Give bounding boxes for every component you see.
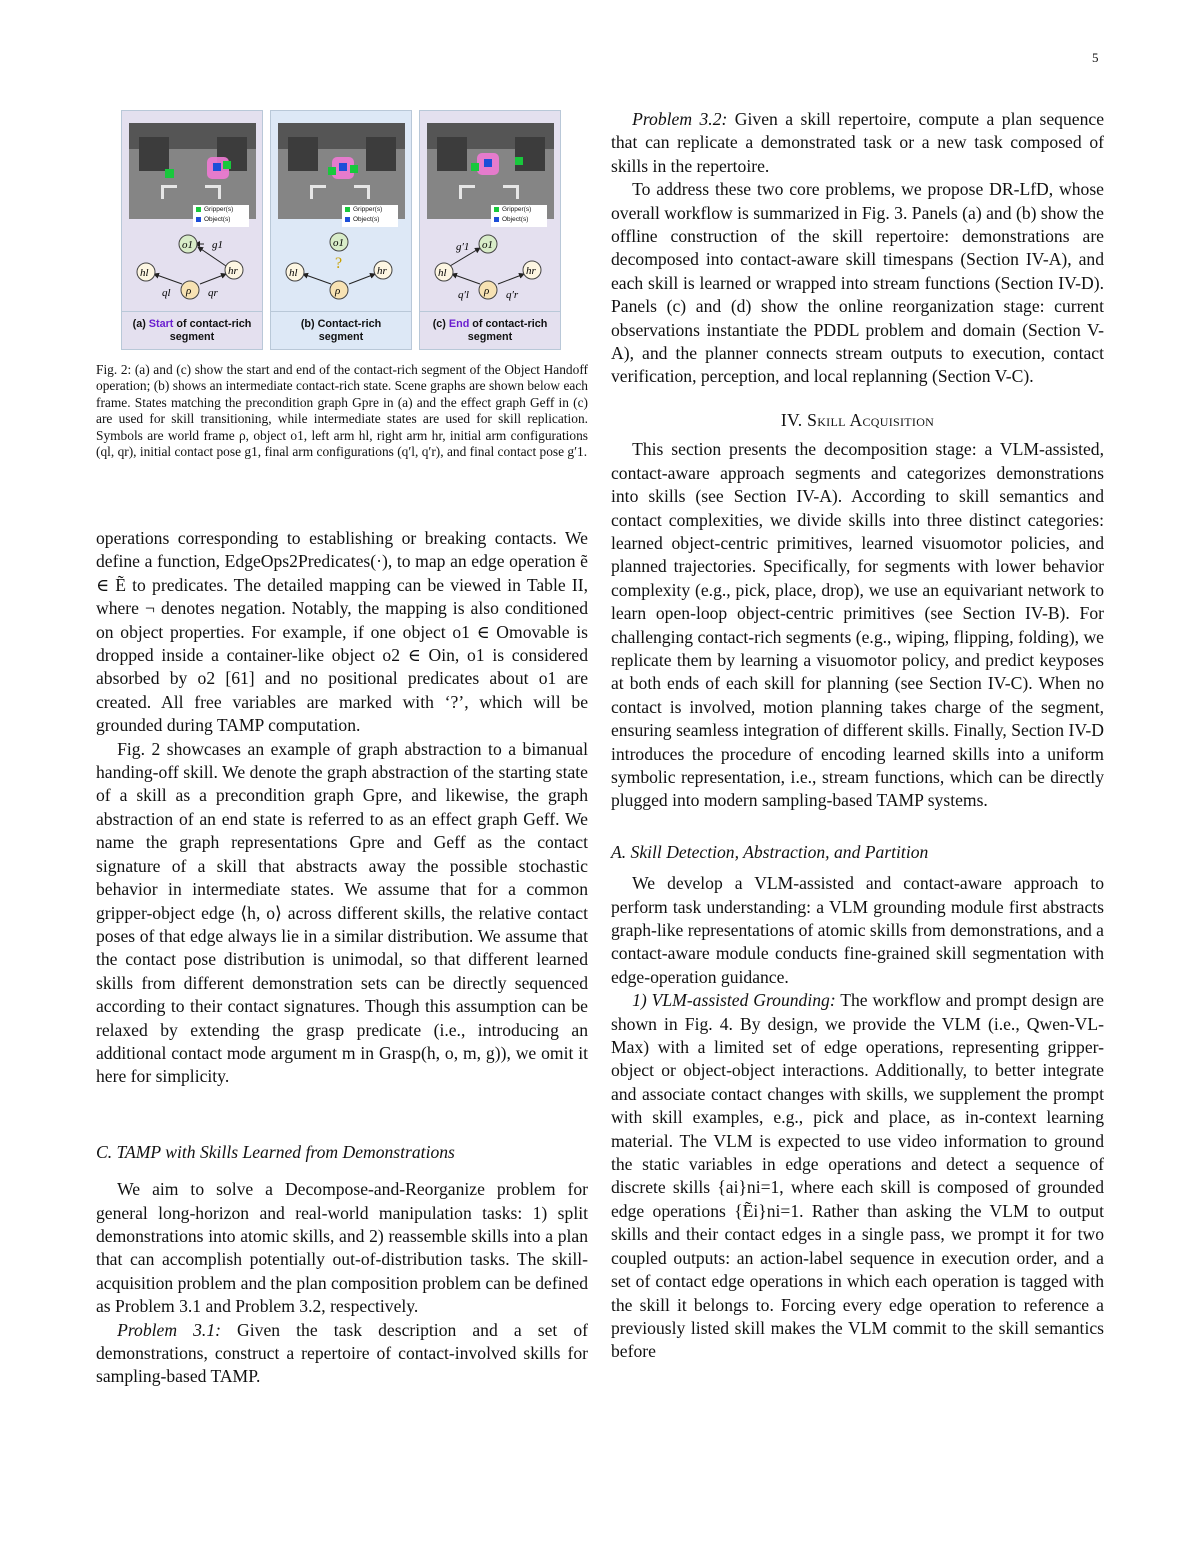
legend-gripper: Gripper(s) — [502, 206, 532, 213]
label-hr: hr — [377, 265, 387, 277]
paragraph — [96, 1319, 588, 1389]
panel-label-suffix: of contact-rich — [173, 318, 252, 330]
panel-a-label — [122, 311, 262, 349]
panel-label-suffix: of contact-rich — [469, 318, 548, 330]
label-hr: hr — [228, 265, 238, 277]
paragraph: To address these two core problems, we propose DR-LfD, whose overall workflow is summarized in Fig. 3. Panels (a) and (b) show the offline construction of the skill repertoire: demonstrations are decomposed into contact-aware skill timespans (Section IV-A), and each skill is learned or wrapped into stream functions (Section IV-D). Panels (c) and (d) show the online reorganization stage: current observations instantiate the PDDL problem and domain (Section V-A), and the planner connects stream outputs to execution, contact verification, perception, and local replanning (Section V-C). — [611, 179, 1104, 387]
object-swatch — [494, 217, 499, 222]
panel-label-line2: segment — [467, 331, 513, 343]
svg-text:? — [335, 255, 342, 272]
label-o1: o1 — [482, 239, 493, 251]
svg-text:q′r — [506, 289, 519, 301]
svg-text:hr — [228, 265, 239, 277]
legend — [342, 205, 398, 227]
label-hl: hl — [140, 267, 149, 279]
label-qr-prime: q′r — [506, 289, 519, 301]
panel-label-prefix: (a) — [132, 318, 149, 330]
scene-graph — [271, 226, 413, 311]
page-number: 5 — [1092, 50, 1099, 65]
legend-object: Object(s) — [204, 216, 231, 223]
svg-text:hr — [526, 265, 537, 277]
scene-photo — [129, 123, 256, 223]
gripper-swatch — [494, 207, 499, 212]
problem-label: Problem 3.2: — [632, 109, 728, 129]
svg-text:hl — [140, 267, 149, 279]
svg-text:hl — [289, 267, 298, 279]
label-ql-prime: q′l — [458, 289, 469, 301]
legend-gripper: Gripper(s) — [353, 206, 383, 213]
label-rho: ρ — [484, 285, 490, 297]
svg-text:q′l — [458, 289, 469, 301]
panel-label-line2: segment — [318, 331, 364, 343]
panel-label-prefix: (b) Contact-rich — [300, 318, 382, 330]
svg-text:ρ — [334, 285, 340, 297]
paragraph: We develop a VLM-assisted and contact-aware approach to perform task understanding: a VLM grounding module first abstracts graph-like representations of atomic skills from demonstrations, and a contact-aware module conducts fine-grained skill segmentation with edge-operation guidance. — [611, 873, 1104, 987]
problem-text: Given the task description and a set of demonstrations, construct a repertoire of contact-involved skills for sampling-based TAMP. — [96, 1319, 589, 1387]
problem-text: Given a skill repertoire, compute a plan sequence that can replicate a demonstrated task or a new task composed of skills in the repertoire. — [611, 109, 1105, 176]
left-column — [96, 527, 588, 1389]
svg-text:ql — [162, 287, 171, 299]
panel-label-prefix: (c) — [432, 318, 449, 330]
label-rho: ρ — [186, 285, 192, 297]
paragraph-label: 1) VLM-assisted Grounding: — [632, 990, 836, 1011]
paragraph — [611, 989, 1104, 1364]
section-heading: IV. Skill Acquisition — [780, 409, 935, 430]
label-hl: hl — [289, 267, 298, 279]
svg-text:o1 — [333, 237, 344, 249]
legend — [193, 205, 249, 227]
paragraph — [611, 108, 1104, 178]
label-hr: hr — [526, 265, 536, 277]
paragraph: operations corresponding to establishing or breaking contacts. We define a function, EdgeOps2Predicates(·), to map an edge operation ẽ ∈ Ẽ to predicates. The detailed mapping can be viewed in Table II, where ¬ denotes negation. Notably, the mapping is also conditioned on object properties. For example, if one object o1 ∈ Omovable is dropped inside a container-like object o2 ∈ Oin, o1 is considered absorbed by o2 [61] and no positional predicates about o1 are created. All free variables are marked with ‘?’, which will be grounded during TAMP computation. — [96, 528, 588, 736]
label-o1: o1 — [333, 237, 344, 249]
svg-text:hr — [377, 265, 388, 277]
legend-gripper: Gripper(s) — [204, 206, 234, 213]
figure-caption: Fig. 2: (a) and (c) show the start and end of the contact-rich segment of the Object Handoff operation; (b) shows an intermediate contact-rich state. Scene graphs are shown below each frame. States matching the precondition graph Gpre in (a) and the effect graph Geff in (c) are used for skill transitioning, while intermediate states are used for skill replication. Symbols are world frame ρ, object o1, left arm hl, right arm hr, initial arm configurations (ql, qr), initial contact pose g1, final arm configurations (q′l, q′r), and final contact pose g′1. — [96, 362, 588, 460]
svg-text:ρ — [185, 285, 191, 297]
gripper-swatch — [345, 207, 350, 212]
svg-text:qr — [208, 287, 219, 299]
svg-text:g′1 — [456, 241, 469, 253]
label-question: ? — [335, 255, 343, 272]
paragraph: We aim to solve a Decompose-and-Reorganize problem for general long-horizon and real-world manipulation tasks: 1) split demonstrations into atomic skills, and 2) reassemble skills into a plan that can accomplish potentially out-of-distribution tasks. The skill-acquisition problem and the plan composition problem can be defined as Problem 3.1 and Problem 3.2, respectively. — [96, 1179, 589, 1317]
label-g1-prime: g′1 — [456, 241, 470, 253]
label-qr: qr — [208, 287, 218, 299]
subsection-heading: C. TAMP with Skills Learned from Demonstrations — [96, 1141, 455, 1162]
figure-panel-a — [121, 110, 263, 350]
scene-photo — [278, 123, 405, 223]
svg-text:o1 — [182, 239, 193, 251]
scene-graph — [420, 226, 562, 311]
label-o1: o1 — [182, 239, 193, 251]
panel-label-line2: segment — [169, 331, 215, 343]
object-swatch — [196, 217, 201, 222]
svg-text:hl — [438, 267, 447, 279]
panel-c-label — [420, 311, 560, 349]
paragraph: Fig. 2 showcases an example of graph abstraction to a bimanual handing-off skill. We denote the graph abstraction of the starting state of a skill as a precondition graph Gpre, and likewise, the graph abstraction of an end state is referred to as an effect graph Geff. We name the graph representations Gpre and Geff as the contact signature of a skill that abstracts away the possible stochastic behavior in intermediate states. We assume that for a common gripper-object edge ⟨h, o⟩ across different skills, the relative contact poses of that edge always lie in a similar distribution. We assume that the contact pose distribution is unimodal, so that different learned skills from different demonstration sets can be directly sequenced according to their contact signatures. Though this assumption can be relaxed by extending the grasp predicate (i.e., introducing an additional contact mode argument m in Grasp(h, o, m, g)), we omit it here for simplicity. — [96, 738, 588, 1087]
figure-panel-c — [419, 110, 561, 350]
scene-photo — [427, 123, 554, 223]
label-ql: ql — [162, 287, 171, 299]
panel-label-accent: End — [448, 318, 470, 330]
object-swatch — [345, 217, 350, 222]
paragraph: This section presents the decomposition stage: a VLM-assisted, contact-aware approach segments and categorizes demonstrations into skills (see Section IV-A). According to skill semantics and contact complexities, we divide skills into three distinct categories: learned object-centric primitives, learned visuomotor policies, and planned trajectories. Specifically, for segments with lower behavior complexity (e.g., pick, place, drop), we use an equivariant network to learn open-loop object-centric primitives (see Section IV-B). For challenging contact-rich segments (e.g., wiping, flipping, folding), we replicate them by learning a visuomotor policy, and predict keyposes at both ends of each skill for planning (see Section IV-C). When no contact is involved, motion planning takes charge of the segment, ensuring seamless integration of different skills. Finally, Section IV-D introduces the procedure of encoding learned skills into a uniform symbolic representation, i.e., stream functions, which can be directly plugged into modern sampling-based TAMP systems. — [611, 439, 1104, 811]
svg-text:o1 — [482, 239, 493, 251]
legend-object: Object(s) — [502, 216, 529, 223]
legend — [491, 205, 547, 227]
figure-panel-b — [270, 110, 412, 350]
label-g1: g1 — [212, 239, 223, 251]
scene-graph — [122, 226, 264, 311]
svg-text:g1 — [212, 239, 223, 251]
subsection-heading: A. Skill Detection, Abstraction, and Partition — [611, 841, 929, 862]
svg-text:ρ — [483, 285, 489, 297]
label-hl: hl — [438, 267, 447, 279]
panel-b-label — [271, 311, 411, 349]
problem-label: Problem 3.1: — [117, 1319, 221, 1340]
panel-label-accent: Start — [148, 318, 174, 330]
right-column — [611, 108, 1104, 1364]
gripper-swatch — [196, 207, 201, 212]
paragraph-text: The workflow and prompt design are shown in Fig. 4. By design, we provide the VLM (i.e., Qwen-VL-Max) with a limited set of edge operations, representing gripper-object or object-object interactions. Additionally, to better integrate and associate contact changes with skills, we supplement the prompt with skill examples, e.g., pick and place, as in-context learning material. The VLM is expected to use video information to ground the static variables in edge operations and detect a sequence of discrete skills {ai}ni=1, where each skill is composed of grounded edge operations {Ẽi}ni=1. Rather than asking the VLM to output skills and their contact edges in a single pass, we prompt it for two coupled outputs: an action-label sequence in execution order, and a set of contact edge operations in which each operation is tagged with the skill it belongs to. Forcing every edge operation to reference a previously listed skill makes the VLM commit to the skill semantics before — [611, 990, 1104, 1362]
legend-object: Object(s) — [353, 216, 380, 223]
label-rho: ρ — [335, 285, 341, 297]
